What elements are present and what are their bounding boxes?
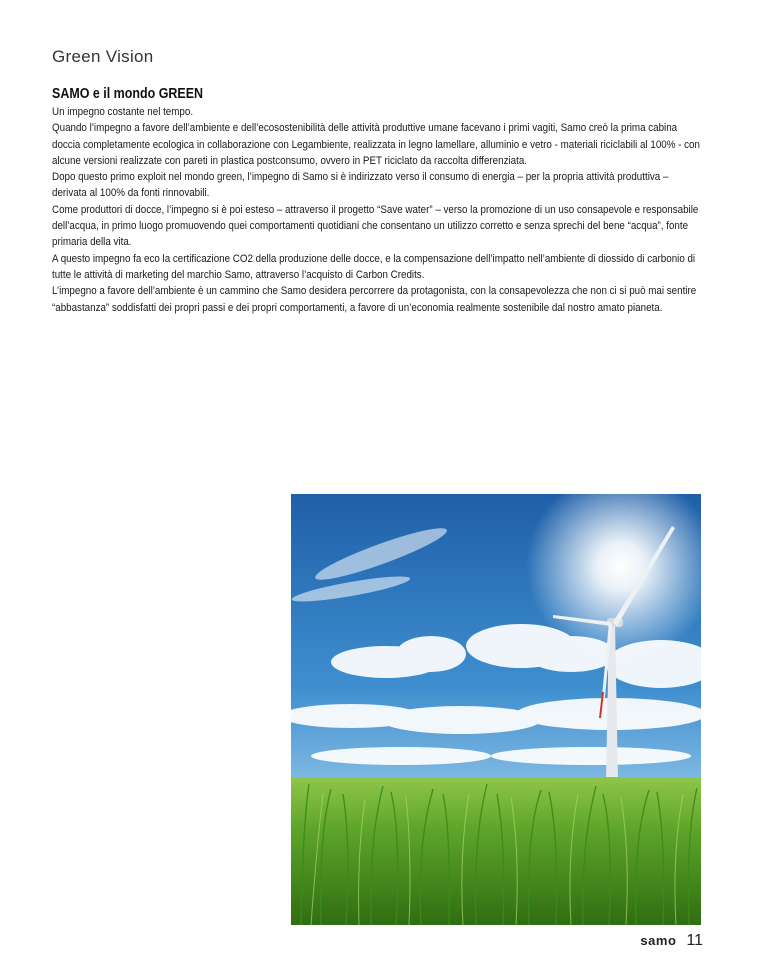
article-paragraph: Un impegno costante nel tempo.	[52, 106, 194, 118]
article-title: SAMO e il mondo GREEN	[52, 86, 204, 102]
article-body	[52, 104, 702, 316]
article	[52, 86, 702, 316]
section-title: Green Vision	[52, 47, 154, 66]
brand-logo: samo	[640, 933, 677, 948]
page-number: 11	[686, 932, 703, 949]
article-paragraph: A questo impegno fa eco la certificazione CO2 della produzione delle docce, e la compensazione dell’impatto nell’ambiente di diossido di carbonio di tutte le attività di marketing del marchio Samo, attraverso l’acquisto di Carbon Credits.	[52, 252, 696, 281]
page-footer	[640, 932, 703, 950]
article-paragraph: Dopo questo primo exploit nel mondo green, l’impegno di Samo si è indirizzato verso il consumo di energia – per la propria attività produttiva – derivata al 100% da fonti rinnovabili.	[52, 171, 669, 200]
wind-turbine-photo	[291, 494, 701, 925]
article-paragraph: Come produttori di docce, l’impegno si è poi esteso – attraverso il progetto “Save water” – verso la promozione di un uso consapevole e responsabile dell’acqua, in primo luogo promuovendo quei comportamenti quotidiani che consentano un utilizzo corretto e senza sprechi del bene “acqua”, fonte primaria della vita.	[52, 203, 699, 249]
article-paragraph: Quando l’impegno a favore dell’ambiente e dell’ecosostenibilità delle attività produttive umane facevano i primi vagiti, Samo creò la prima cabina doccia completamente ecologica in collaborazione con Legambiente, realizzata in legno lamellare, alluminio e vetro - materiali riciclabili al 100% - con alcune versioni realizzate con pareti in plastica postconsumo, ovvero in PET riciclato da raccolta differenziata.	[52, 122, 700, 167]
article-paragraph: L’impegno a favore dell’ambiente è un cammino che Samo desidera percorrere da protagonista, con la consapevolezza che non ci si può mai sentire “abbastanza” soddisfatti dei propri passi e dei propri comportamenti, a favore di un’economia realmente sostenibile dal nostro amato pianeta.	[52, 285, 697, 314]
